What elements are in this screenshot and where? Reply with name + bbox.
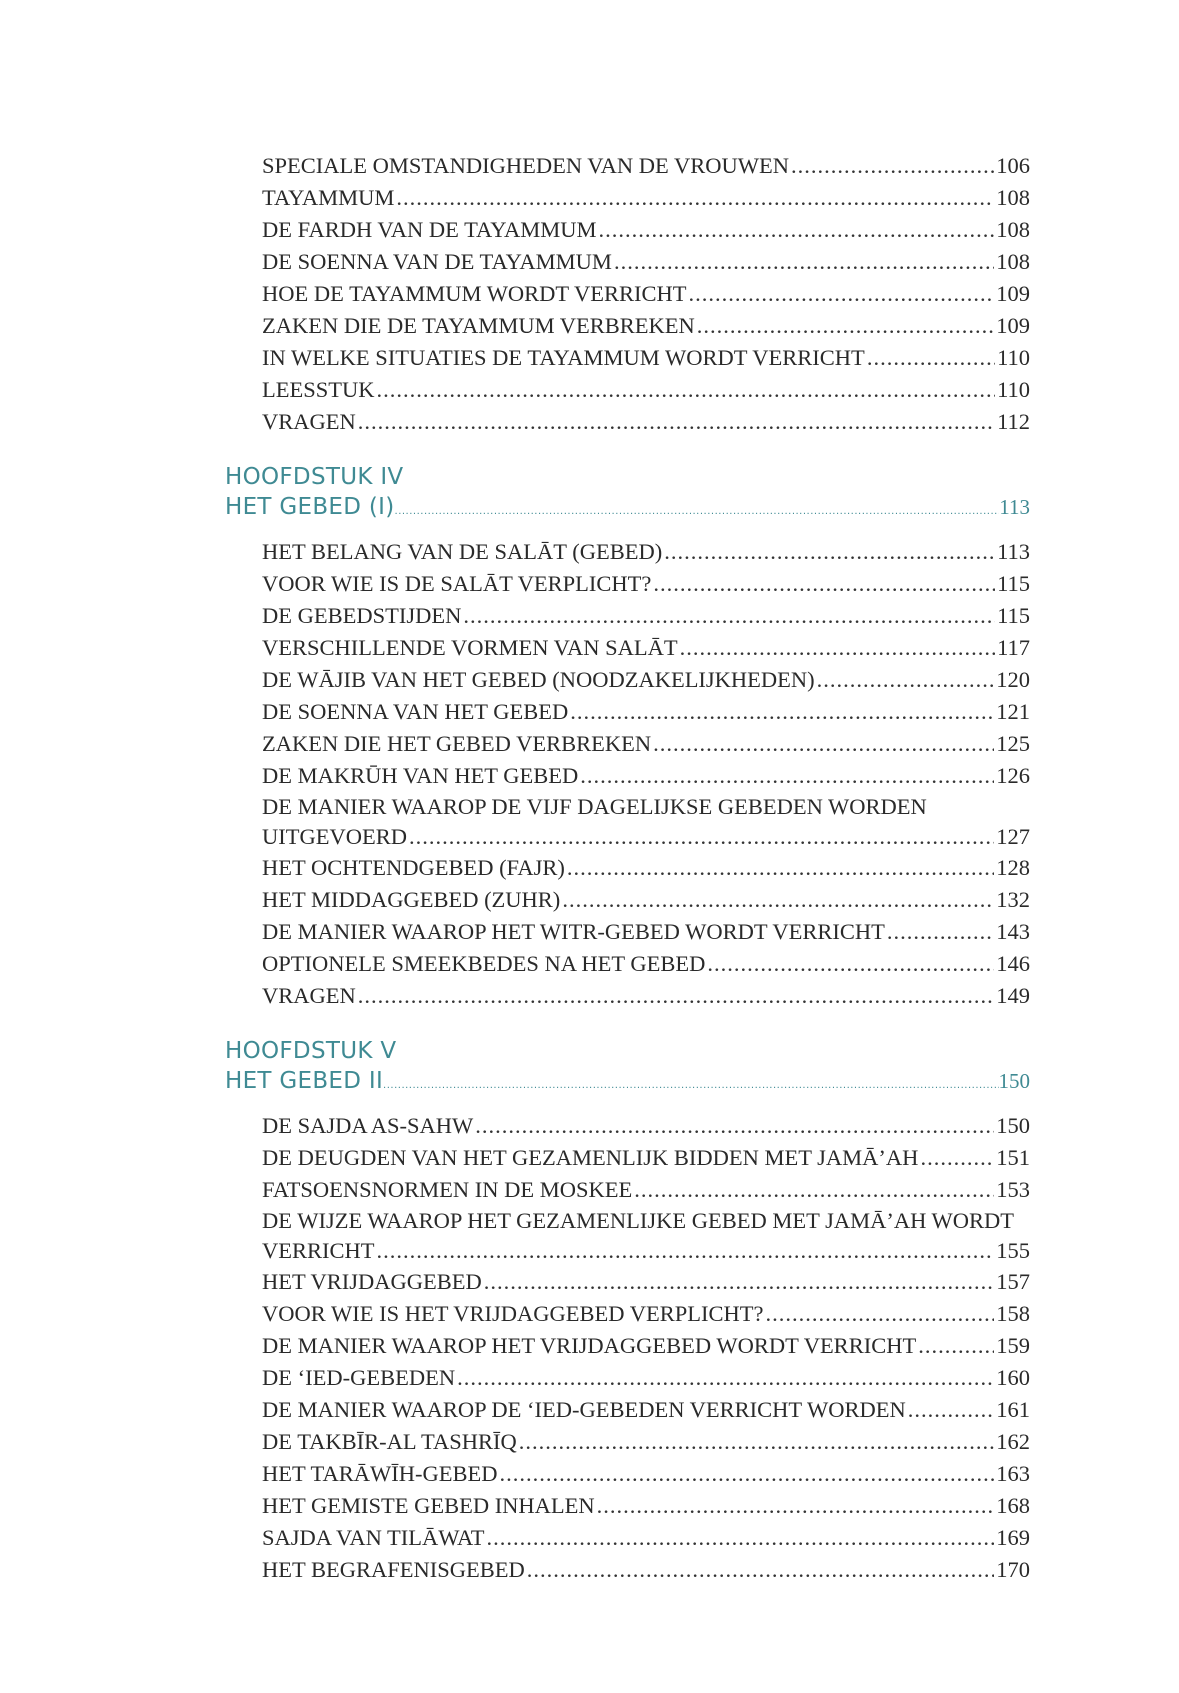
- entry-page: 121: [996, 699, 1030, 724]
- chapter-title-row: [225, 1066, 1030, 1096]
- entry-page: 153: [996, 1177, 1030, 1202]
- dot-leader: [634, 1174, 994, 1206]
- dot-leader: [908, 1394, 995, 1426]
- entry-title: DE WĀJIB VAN HET GEBED (NOODZAKELIJKHEDEN): [262, 667, 815, 692]
- chapter-label: HOOFDSTUK V: [225, 1038, 397, 1064]
- dot-leader: [567, 852, 994, 884]
- entry-page: 170: [996, 1557, 1030, 1582]
- toc-entry: [262, 980, 1030, 1012]
- entry-page: 149: [996, 983, 1030, 1008]
- entry-page: 128: [996, 855, 1030, 880]
- toc-entry: [262, 728, 1030, 760]
- toc-entry: [262, 1266, 1030, 1298]
- entry-page: 143: [996, 919, 1030, 944]
- entry-title: DE MANIER WAAROP DE ‘IED-GEBEDEN VERRICHT WORDEN: [262, 1397, 906, 1422]
- entry-title: HET BELANG VAN DE SALĀT (GEBED): [262, 539, 663, 564]
- entry-page: 110: [997, 377, 1030, 402]
- dot-leader: [463, 600, 995, 632]
- dot-leader: [358, 980, 995, 1012]
- toc-section-c: [262, 1110, 1030, 1586]
- dot-leader: [597, 1490, 995, 1522]
- toc-entry: [262, 1490, 1030, 1522]
- toc-entry: [262, 150, 1030, 182]
- toc-entry: [262, 760, 1030, 792]
- chapter-title-row: [225, 492, 1030, 522]
- toc-entry: [262, 948, 1030, 980]
- toc-entry: [262, 664, 1030, 696]
- dot-leader: [395, 497, 1000, 527]
- entry-title: DE MANIER WAAROP HET WITR-GEBED WORDT VERRICHT: [262, 919, 885, 944]
- dot-leader: [358, 406, 995, 438]
- entry-page: 160: [996, 1365, 1030, 1390]
- dot-leader: [409, 822, 994, 852]
- toc-entry: [262, 1394, 1030, 1426]
- entry-title: SPECIALE OMSTANDIGHEDEN VAN DE VROUWEN: [262, 153, 789, 178]
- dot-leader: [377, 1236, 995, 1266]
- entry-page: 109: [996, 281, 1030, 306]
- toc-entry: [262, 342, 1030, 374]
- dot-leader: [499, 1458, 994, 1490]
- entry-page: 168: [996, 1493, 1030, 1518]
- chapter-label: HOOFDSTUK IV: [225, 464, 404, 490]
- toc-entry: [262, 1554, 1030, 1586]
- toc-entry: [262, 1330, 1030, 1362]
- entry-page: 150: [996, 1113, 1030, 1138]
- toc-entry: [262, 278, 1030, 310]
- entry-page: 112: [997, 409, 1030, 434]
- entry-title: ZAKEN DIE DE TAYAMMUM VERBREKEN: [262, 313, 695, 338]
- entry-page: 127: [996, 824, 1030, 849]
- dot-leader: [697, 310, 994, 342]
- entry-title: VOOR WIE IS DE SALĀT VERPLICHT?: [262, 571, 652, 596]
- dot-leader: [791, 150, 994, 182]
- entry-title: IN WELKE SITUATIES DE TAYAMMUM WORDT VERRICHT: [262, 345, 865, 370]
- toc-entry: [262, 600, 1030, 632]
- entry-page: 120: [996, 667, 1030, 692]
- chapter-title: HET GEBED II: [225, 1068, 384, 1094]
- entry-title: UITGEVOERD: [262, 824, 407, 849]
- entry-page: 157: [996, 1269, 1030, 1294]
- toc-entry: [262, 1522, 1030, 1554]
- dot-leader: [377, 374, 996, 406]
- entry-title: OPTIONELE SMEEKBEDES NA HET GEBED: [262, 951, 706, 976]
- toc-entry: [262, 1298, 1030, 1330]
- entry-title: VERRICHT: [262, 1238, 375, 1263]
- entry-page: 108: [996, 217, 1030, 242]
- entry-title: VRAGEN: [262, 983, 356, 1008]
- dot-leader: [475, 1110, 994, 1142]
- toc-section-b: [262, 536, 1030, 1012]
- chapter-page: 150: [998, 1069, 1030, 1093]
- chapter-title: HET GEBED (I): [225, 494, 395, 520]
- entry-title: DE FARDH VAN DE TAYAMMUM: [262, 217, 597, 242]
- entry-title: VRAGEN: [262, 409, 356, 434]
- entry-page: 113: [997, 539, 1030, 564]
- dot-leader: [484, 1266, 994, 1298]
- entry-page: 108: [996, 185, 1030, 210]
- dot-leader: [653, 568, 995, 600]
- entry-title: DE SAJDA AS-SAHW: [262, 1113, 474, 1138]
- dot-leader: [887, 916, 994, 948]
- entry-page: 125: [996, 731, 1030, 756]
- dot-leader: [396, 182, 994, 214]
- entry-title: DE ‘IED-GEBEDEN: [262, 1365, 456, 1390]
- entry-title: HET MIDDAGGEBED (ZUHR): [262, 887, 561, 912]
- entry-title-line1: DE WIJZE WAAROP HET GEZAMENLIJKE GEBED MET JAMĀ’AH WORDT: [262, 1208, 1015, 1233]
- entry-title: DE DEUGDEN VAN HET GEZAMENLIJK BIDDEN MET JAMĀ’AH: [262, 1145, 919, 1170]
- entry-title-line1: DE MANIER WAAROP DE VIJF DAGELIJKSE GEBEDEN WORDEN: [262, 794, 927, 819]
- entry-page: 169: [996, 1525, 1030, 1550]
- toc-entry: [262, 246, 1030, 278]
- entry-title: VERSCHILLENDE VORMEN VAN SALĀT: [262, 635, 678, 660]
- toc-entry: [262, 1362, 1030, 1394]
- entry-page: 155: [996, 1238, 1030, 1263]
- entry-title: HET GEMISTE GEBED INHALEN: [262, 1493, 595, 1518]
- entry-title: SAJDA VAN TILĀWAT: [262, 1525, 485, 1550]
- toc-entry: [262, 884, 1030, 916]
- entry-page: 115: [997, 571, 1030, 596]
- entry-title: FATSOENSNORMEN IN DE MOSKEE: [262, 1177, 633, 1202]
- entry-page: 159: [996, 1333, 1030, 1358]
- dot-leader: [570, 696, 994, 728]
- entry-page: 158: [996, 1301, 1030, 1326]
- toc-entry: [262, 916, 1030, 948]
- chapter-heading: [225, 462, 1030, 522]
- toc-entry: [262, 696, 1030, 728]
- entry-page: 110: [997, 345, 1030, 370]
- entry-title: HET VRIJDAGGEBED: [262, 1269, 482, 1294]
- entry-page: 162: [996, 1429, 1030, 1454]
- toc-entry: [262, 852, 1030, 884]
- entry-title: DE SOENNA VAN HET GEBED: [262, 699, 569, 724]
- entry-page: 126: [996, 763, 1030, 788]
- toc-entry: [262, 1142, 1030, 1174]
- toc-entry: [262, 568, 1030, 600]
- toc-entry: [262, 792, 1030, 852]
- entry-title: DE TAKBĪR-AL TASHRĪQ: [262, 1429, 517, 1454]
- entry-page: 163: [996, 1461, 1030, 1486]
- dot-leader: [680, 632, 995, 664]
- entry-page: 146: [996, 951, 1030, 976]
- dot-leader: [383, 1071, 998, 1101]
- entry-title: LEESSTUK: [262, 377, 375, 402]
- toc-entry: [262, 632, 1030, 664]
- toc-entry: [262, 536, 1030, 568]
- entry-title: TAYAMMUM: [262, 185, 395, 210]
- dot-leader: [580, 760, 994, 792]
- toc-entry: [262, 1174, 1030, 1206]
- entry-title: DE SOENNA VAN DE TAYAMMUM: [262, 249, 612, 274]
- dot-leader: [599, 214, 995, 246]
- entry-title: HET OCHTENDGEBED (FAJR): [262, 855, 565, 880]
- dot-leader: [527, 1554, 995, 1586]
- entry-title: HET TARĀWĪH-GEBED: [262, 1461, 498, 1486]
- entry-title: ZAKEN DIE HET GEBED VERBREKEN: [262, 731, 652, 756]
- toc-entry: [262, 374, 1030, 406]
- chapter-heading: [225, 1036, 1030, 1096]
- toc-entry: [262, 182, 1030, 214]
- toc-entry: [262, 406, 1030, 438]
- entry-page: 108: [996, 249, 1030, 274]
- dot-leader: [920, 1142, 994, 1174]
- toc-entry: [262, 1206, 1030, 1266]
- dot-leader: [664, 536, 995, 568]
- entry-title: HET BEGRAFENISGEBED: [262, 1557, 525, 1582]
- dot-leader: [614, 246, 994, 278]
- entry-title: DE MANIER WAAROP HET VRIJDAGGEBED WORDT VERRICHT: [262, 1333, 917, 1358]
- toc-entry: [262, 1458, 1030, 1490]
- dot-leader: [765, 1298, 994, 1330]
- dot-leader: [519, 1426, 995, 1458]
- entry-title: DE GEBEDSTIJDEN: [262, 603, 462, 628]
- entry-title: HOE DE TAYAMMUM WORDT VERRICHT: [262, 281, 687, 306]
- dot-leader: [457, 1362, 994, 1394]
- dot-leader: [653, 728, 994, 760]
- dot-leader: [817, 664, 995, 696]
- entry-page: 109: [996, 313, 1030, 338]
- entry-page: 161: [996, 1397, 1030, 1422]
- dot-leader: [562, 884, 994, 916]
- entry-page: 117: [997, 635, 1030, 660]
- dot-leader: [689, 278, 995, 310]
- entry-page: 106: [996, 153, 1030, 178]
- entry-title: VOOR WIE IS HET VRIJDAGGEBED VERPLICHT?: [262, 1301, 764, 1326]
- toc-entry: [262, 214, 1030, 246]
- toc-section-a: [262, 150, 1030, 438]
- dot-leader: [867, 342, 995, 374]
- toc-entry: [262, 1110, 1030, 1142]
- dot-leader: [487, 1522, 995, 1554]
- entry-page: 151: [996, 1145, 1030, 1170]
- dot-leader: [707, 948, 994, 980]
- entry-title: DE MAKRŪH VAN HET GEBED: [262, 763, 579, 788]
- toc-entry: [262, 1426, 1030, 1458]
- dot-leader: [918, 1330, 994, 1362]
- toc-entry: [262, 310, 1030, 342]
- entry-page: 115: [997, 603, 1030, 628]
- entry-page: 132: [996, 887, 1030, 912]
- chapter-page: 113: [999, 495, 1030, 519]
